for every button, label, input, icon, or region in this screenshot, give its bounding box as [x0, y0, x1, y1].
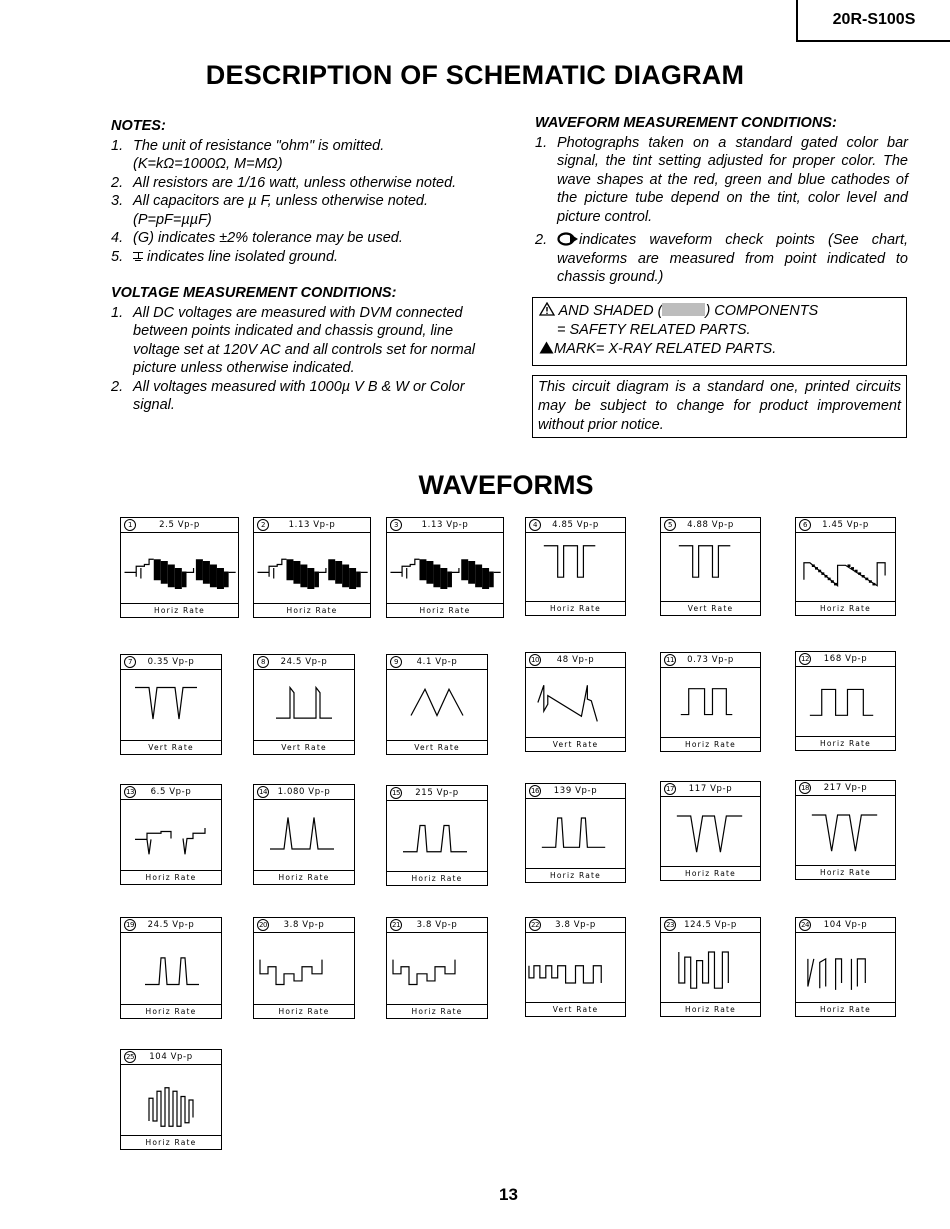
waveform-rate: Horiz Rate	[121, 870, 221, 884]
waveform-rate: Vert Rate	[526, 737, 625, 751]
waveform-panel	[253, 517, 371, 618]
waveform-panel	[386, 917, 488, 1019]
waveform-header	[796, 781, 895, 796]
waveform-trace	[796, 933, 895, 1002]
waveform-panel	[386, 517, 504, 618]
waveform-number: 5	[664, 519, 676, 531]
waveform-number: 2	[257, 519, 269, 531]
safety-line-1	[539, 302, 900, 321]
waveform-header	[661, 782, 760, 797]
waveform-header	[387, 655, 487, 670]
waveform-condition-item: 1. Photographs taken on a standard gated color bar signal, the tint setting adjusted for proper color. The wave shapes at the red, green and blue cathodes of the picture tube depend on the tint, color level and picture control.	[535, 134, 908, 225]
waveform-number: 10	[529, 654, 541, 666]
right-notes-column	[535, 114, 908, 287]
page-number: 13	[499, 1185, 518, 1204]
notes-heading: NOTES:	[111, 118, 166, 134]
waveform-amplitude: 139 Vp-p	[553, 786, 598, 796]
safety-text: ) COMPONENTS	[705, 303, 819, 319]
waveform-condition-item: 2. indicates waveform check points (See chart, waveforms are measured from point indicated to chassis ground.)	[535, 232, 908, 285]
waveform-number: 24	[799, 919, 811, 931]
waveform-amplitude: 3.8 Vp-p	[416, 920, 458, 930]
left-notes-column	[111, 117, 489, 415]
waveform-number: 3	[390, 519, 402, 531]
waveform-panel	[660, 917, 761, 1017]
waveform-rate: Horiz Rate	[121, 1135, 221, 1149]
waveform-amplitude: 117 Vp-p	[688, 784, 733, 794]
waveform-rate: Vert Rate	[526, 1002, 625, 1016]
waveform-number: 12	[799, 653, 811, 665]
page-title: DESCRIPTION OF SCHEMATIC DIAGRAM	[205, 60, 745, 90]
waveform-header	[121, 518, 238, 533]
waveform-trace	[661, 933, 760, 1002]
waveform-header	[254, 655, 354, 670]
waveform-number: 4	[529, 519, 541, 531]
waveform-number: 19	[124, 919, 136, 931]
waveform-header	[254, 918, 354, 933]
waveform-header	[121, 655, 221, 670]
waveform-rate: Vert Rate	[254, 740, 354, 754]
waveform-rate: Horiz Rate	[254, 603, 370, 617]
waveform-panel	[120, 784, 222, 885]
safety-text: AND SHADED (	[558, 303, 663, 319]
waveform-rate: Horiz Rate	[121, 1004, 221, 1018]
waveform-amplitude: 3.8 Vp-p	[283, 920, 325, 930]
waveform-panel	[120, 917, 222, 1019]
waveform-header	[526, 918, 625, 933]
waveform-trace	[796, 667, 895, 736]
waveform-header	[526, 653, 625, 668]
waveform-trace	[254, 933, 354, 1004]
waveform-panel	[120, 517, 239, 618]
filled-triangle-icon	[539, 341, 554, 354]
waveform-rate: Vert Rate	[661, 601, 760, 615]
waveform-panel	[120, 654, 222, 755]
waveform-amplitude: 215 Vp-p	[415, 788, 459, 798]
waveform-panel	[253, 654, 355, 755]
probe-point-icon	[557, 232, 579, 246]
waveform-amplitude: 2.5 Vp-p	[159, 520, 200, 530]
waveform-trace	[526, 933, 625, 1002]
waveform-rate: Horiz Rate	[796, 1002, 895, 1016]
waveform-panel	[660, 652, 761, 752]
waveform-number: 17	[664, 783, 676, 795]
waveform-trace	[526, 799, 625, 868]
waveform-header	[387, 518, 503, 533]
waveform-number: 14	[257, 786, 269, 798]
note-item: 3. All capacitors are µ F, unless otherwise noted. (P=pF=µµF)	[111, 193, 429, 228]
waveform-amplitude: 0.73 Vp-p	[687, 655, 734, 665]
waveform-rate: Horiz Rate	[796, 601, 895, 615]
waveform-header	[526, 518, 625, 533]
waveform-panel	[795, 517, 896, 616]
note-item: 5. indicates line isolated ground.	[111, 248, 339, 265]
waveform-amplitude: 24.5 Vp-p	[147, 920, 195, 930]
waveform-trace	[661, 668, 760, 737]
waveform-rate: Horiz Rate	[526, 868, 625, 882]
waveform-number: 11	[664, 654, 676, 666]
waveform-header	[254, 518, 370, 533]
waveform-trace	[121, 933, 221, 1004]
waveform-number: 20	[257, 919, 269, 931]
waveform-number: 8	[257, 656, 269, 668]
voltage-heading: VOLTAGE MEASUREMENT CONDITIONS:	[111, 285, 397, 301]
waveform-conditions-heading: WAVEFORM MEASUREMENT CONDITIONS:	[535, 115, 837, 131]
waveform-panel	[660, 781, 761, 881]
notes-list	[111, 137, 489, 267]
waveform-trace	[121, 800, 221, 870]
waveform-header	[387, 786, 487, 801]
waveform-trace	[254, 533, 370, 603]
waveform-amplitude: 4.88 Vp-p	[687, 520, 734, 530]
waveform-trace	[526, 668, 625, 737]
waveform-number: 13	[124, 786, 136, 798]
circuit-notice-box: This circuit diagram is a standard one, printed circuits may be subject to change for product improvement without prior notice.	[532, 375, 907, 438]
waveform-rate: Horiz Rate	[387, 871, 487, 885]
waveform-trace	[387, 670, 487, 740]
waveform-panel	[795, 651, 896, 751]
note-item: 1. The unit of resistance "ohm" is omitted. (K=kΩ=1000Ω, M=MΩ)	[111, 137, 385, 172]
safety-line-2: = SAFETY RELATED PARTS.	[557, 322, 751, 338]
waveform-number: 23	[664, 919, 676, 931]
waveform-panel	[525, 917, 626, 1017]
waveform-amplitude: 1.45 Vp-p	[822, 520, 869, 530]
isolated-ground-icon	[133, 250, 143, 264]
warning-triangle-icon	[539, 302, 555, 316]
waveform-rate: Horiz Rate	[661, 737, 760, 751]
waveform-header	[526, 784, 625, 799]
voltage-item: 1. All DC voltages are measured with DVM connected between points indicated and chassis ground, line voltage set at 120V AC and all controls set for normal picture unless otherwise indicated.	[111, 304, 476, 376]
waveform-rate: Horiz Rate	[121, 603, 238, 617]
waveform-amplitude: 3.8 Vp-p	[555, 920, 596, 930]
safety-line-3: MARK= X-RAY RELATED PARTS.	[539, 340, 900, 359]
waveform-trace	[796, 796, 895, 865]
waveform-header	[121, 918, 221, 933]
waveform-panel	[386, 785, 488, 886]
waveform-trace	[387, 533, 503, 603]
waveform-rate: Horiz Rate	[796, 865, 895, 879]
waveform-amplitude: 0.35 Vp-p	[147, 657, 195, 667]
waveform-header	[661, 918, 760, 933]
waveform-header	[661, 653, 760, 668]
shaded-swatch	[662, 303, 705, 316]
voltage-list	[111, 304, 489, 415]
waveform-number: 16	[529, 785, 541, 797]
waveform-header	[796, 918, 895, 933]
waveform-number: 15	[390, 787, 402, 799]
waveform-rate: Horiz Rate	[387, 603, 503, 617]
waveform-header	[121, 785, 221, 800]
waveform-trace	[387, 933, 487, 1004]
waveform-number: 7	[124, 656, 136, 668]
waveforms-title: WAVEFORMS	[418, 470, 594, 500]
voltage-item: 2. All voltages measured with 1000µ V B & W or Color signal.	[111, 378, 465, 413]
waveform-amplitude: 1.13 Vp-p	[288, 520, 336, 530]
waveform-conditions-list	[535, 134, 908, 287]
waveform-amplitude: 4.85 Vp-p	[552, 520, 599, 530]
waveform-panel	[525, 652, 626, 752]
note-item: 2. All resistors are 1/16 watt, unless otherwise noted.	[111, 174, 457, 191]
waveform-number: 25	[124, 1051, 136, 1063]
waveform-number: 18	[799, 782, 811, 794]
waveform-number: 21	[390, 919, 402, 931]
waveform-trace	[526, 533, 625, 601]
waveform-number: 1	[124, 519, 136, 531]
waveform-number: 22	[529, 919, 541, 931]
waveform-amplitude: 24.5 Vp-p	[280, 657, 328, 667]
waveform-amplitude: 217 Vp-p	[823, 783, 868, 793]
waveform-number: 6	[799, 519, 811, 531]
waveform-panel	[795, 780, 896, 880]
waveform-amplitude: 1.13 Vp-p	[421, 520, 469, 530]
waveform-panel	[253, 784, 355, 885]
waveform-number: 9	[390, 656, 402, 668]
waveform-panel	[525, 783, 626, 883]
waveform-amplitude: 104 Vp-p	[149, 1052, 193, 1062]
waveform-panel	[253, 917, 355, 1019]
waveform-amplitude: 104 Vp-p	[823, 920, 868, 930]
waveform-header	[796, 518, 895, 533]
waveform-header	[661, 518, 760, 533]
waveform-panel	[386, 654, 488, 755]
safety-note-box	[532, 297, 907, 366]
waveform-rate: Vert Rate	[121, 740, 221, 754]
waveform-amplitude: 168 Vp-p	[823, 654, 868, 664]
waveform-amplitude: 124.5 Vp-p	[684, 920, 737, 930]
note-item: 4. (G) indicates ±2% tolerance may be used.	[111, 230, 403, 246]
waveform-trace	[661, 797, 760, 866]
waveform-rate: Vert Rate	[387, 740, 487, 754]
waveform-trace	[796, 533, 895, 601]
waveform-trace	[121, 1065, 221, 1135]
waveform-header	[254, 785, 354, 800]
model-number: 20R-S100S	[796, 0, 950, 42]
waveform-panel	[120, 1049, 222, 1150]
waveform-amplitude: 1.080 Vp-p	[277, 787, 331, 797]
waveform-header	[796, 652, 895, 667]
waveform-rate: Horiz Rate	[661, 866, 760, 880]
waveform-rate: Horiz Rate	[254, 870, 354, 884]
waveform-panel	[660, 517, 761, 616]
waveform-amplitude: 4.1 Vp-p	[416, 657, 458, 667]
waveform-rate: Horiz Rate	[796, 736, 895, 750]
waveform-header	[387, 918, 487, 933]
waveform-trace	[387, 801, 487, 871]
waveform-panel	[795, 917, 896, 1017]
waveform-trace	[254, 800, 354, 870]
waveform-header	[121, 1050, 221, 1065]
waveform-trace	[121, 670, 221, 740]
waveform-amplitude: 48 Vp-p	[556, 655, 595, 665]
waveform-rate: Horiz Rate	[254, 1004, 354, 1018]
waveform-amplitude: 6.5 Vp-p	[150, 787, 192, 797]
waveform-trace	[661, 533, 760, 601]
waveform-trace	[121, 533, 238, 603]
waveform-rate: Horiz Rate	[661, 1002, 760, 1016]
waveform-trace	[254, 670, 354, 740]
waveform-panel	[525, 517, 626, 616]
waveform-rate: Horiz Rate	[526, 601, 625, 615]
waveform-rate: Horiz Rate	[387, 1004, 487, 1018]
